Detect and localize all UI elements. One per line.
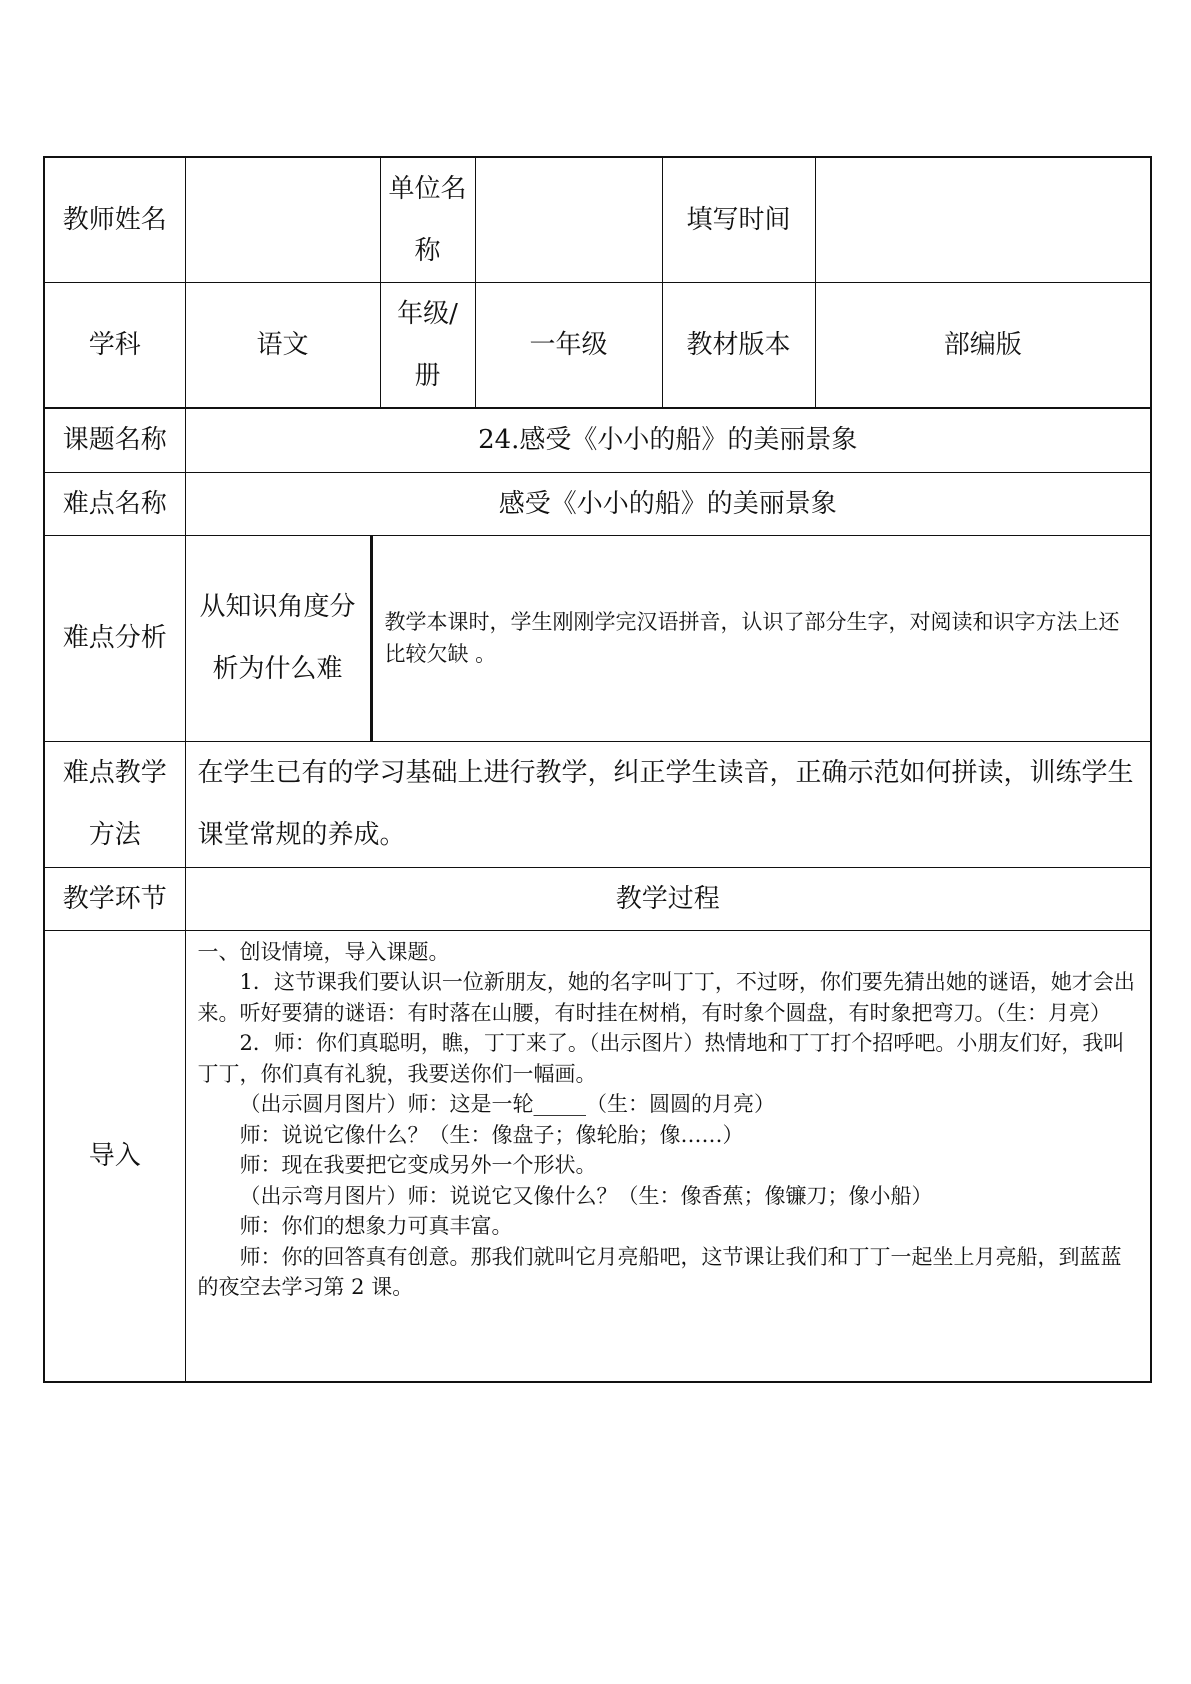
textbook-label: 教材版本 [662, 283, 815, 409]
method-label-text: 难点教学方法 [62, 758, 167, 850]
unit-name-value [475, 157, 662, 283]
intro-line: （出示圆月图片）师：这是一轮_____（生：圆圆的月亮） [239, 1092, 775, 1116]
stage-header-label: 教学环节 [44, 867, 185, 930]
intro-line: 1．这节课我们要认识一位新朋友，她的名字叫丁丁，不过呀，你们要先猜出她的谜语，她才会出来。听好要猜的谜语：有时落在山腰，有时挂在树梢，有时象个圆盘，有时象把弯刀。（生：月亮） [197, 970, 1135, 1025]
analysis-row [44, 535, 1151, 741]
topic-label: 课题名称 [44, 408, 185, 472]
method-row [44, 741, 1151, 867]
unit-name-label-text: 单位名称 [388, 174, 467, 266]
analysis-sublabel-text: 从知识角度分析为什么难 [199, 592, 356, 684]
topic-row [44, 408, 1151, 472]
intro-process-content [185, 930, 1151, 1382]
header-row-1 [44, 157, 1151, 283]
grade-label-text: 年级/册 [397, 299, 458, 391]
subject-label: 学科 [44, 283, 185, 409]
textbook-value: 部编版 [815, 283, 1151, 409]
intro-stage-label: 导入 [44, 930, 185, 1382]
intro-line: 师：你们的想象力可真丰富。 [239, 1214, 513, 1238]
intro-line: 师：你的回答真有创意。那我们就叫它月亮船吧，这节课让我们和丁丁一起坐上月亮船，到蓝蓝的夜空去学习第 2 课。 [197, 1244, 1122, 1299]
grade-label [380, 283, 475, 409]
process-header-row [44, 867, 1151, 930]
header-row-2 [44, 283, 1151, 409]
analysis-text: 教学本课时，学生刚刚学完汉语拼音，认识了部分生字，对阅读和识字方法上还比较欠缺 。 [371, 535, 1151, 741]
analysis-sublabel [185, 535, 371, 741]
method-label [44, 741, 185, 867]
difficulty-label: 难点名称 [44, 472, 185, 535]
difficulty-value: 感受《小小的船》的美丽景象 [185, 472, 1151, 535]
lesson-plan-table [43, 156, 1152, 1383]
intro-line: 师：说说它像什么？（生：像盘子；像轮胎；像……） [239, 1122, 744, 1147]
intro-row [44, 930, 1151, 1382]
intro-line: 2．师：你们真聪明，瞧，丁丁来了。（出示图片）热情地和丁丁打个招呼吧。小朋友们好，我叫丁丁，你们真有礼貌，我要送你们一幅画。 [197, 1031, 1125, 1086]
fill-time-label: 填写时间 [662, 157, 815, 283]
intro-line: （出示弯月图片）师：说说它又像什么？（生：像香蕉；像镰刀；像小船） [239, 1183, 933, 1208]
teacher-name-value [185, 157, 380, 283]
subject-value: 语文 [185, 283, 380, 409]
intro-line: 师：现在我要把它变成另外一个形状。 [239, 1153, 597, 1177]
method-text: 在学生已有的学习基础上进行教学，纠正学生读音，正确示范如何拼读，训练学生课堂常规的养成。 [185, 741, 1151, 867]
unit-name-label [380, 157, 475, 283]
intro-line: 一、创设情境，导入课题。 [197, 939, 450, 964]
lesson-plan-sheet [43, 156, 1150, 1383]
analysis-label: 难点分析 [44, 535, 185, 741]
grade-value: 一年级 [475, 283, 662, 409]
difficulty-row [44, 472, 1151, 535]
fill-time-value [815, 157, 1151, 283]
topic-value: 24.感受《小小的船》的美丽景象 [185, 408, 1151, 472]
teacher-name-label: 教师姓名 [44, 157, 185, 283]
process-header-label: 教学过程 [185, 867, 1151, 930]
